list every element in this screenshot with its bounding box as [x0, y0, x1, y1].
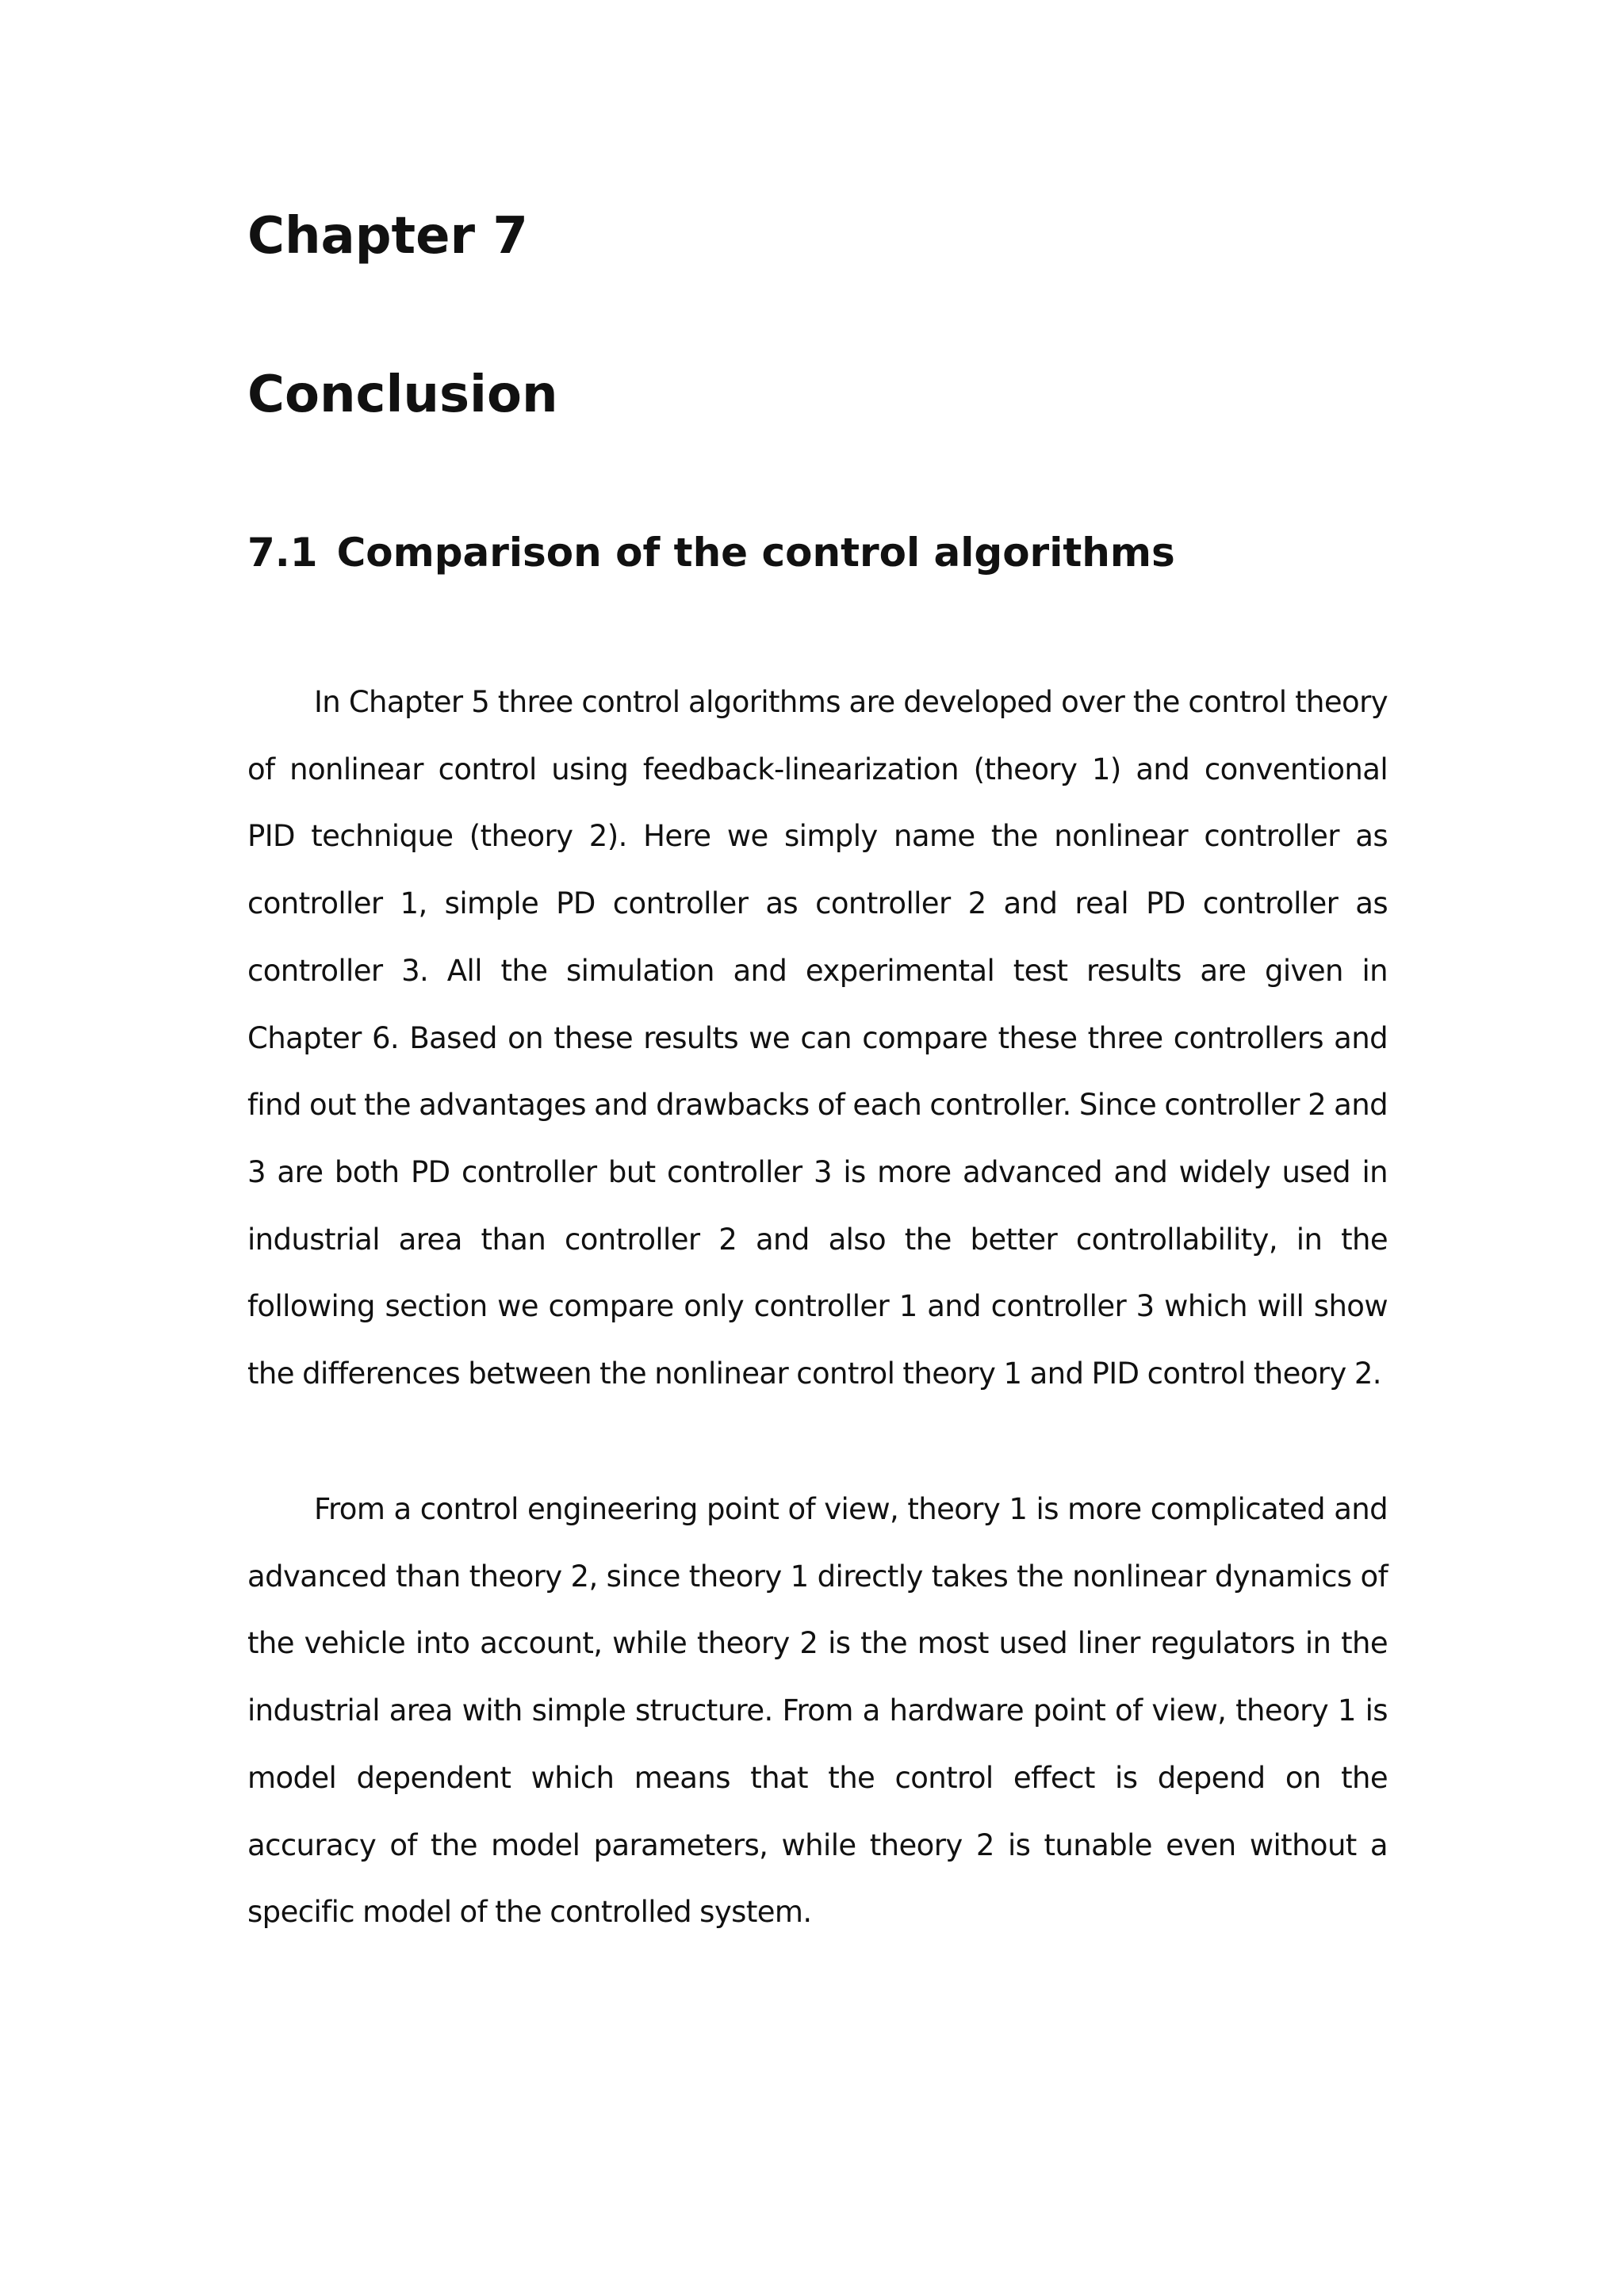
section-heading	[247, 529, 1175, 576]
paragraph-1: In Chapter 5 three control algorithms are developed over the control theory of nonlinear control using feedback-linearization (theory 1) and conventional PID technique (theory 2). Here we simply name the nonlinear controller as controller 1, simple PD controller as controller 2 and real PD controller as controller 3. All the simulation and experimental test results are given in Chapter 6. Based on these results we can compare these three controllers and find out the advantages and drawbacks of each controller. Since controller 2 and 3 are both PD controller but controller 3 is more advanced and widely used in industrial area than controller 2 and also the better controllability, in the following section we compare only controller 1 and controller 3 which will show the differences between the nonlinear control theory 1 and PID control theory 2.	[247, 685, 1388, 1391]
chapter-title: Conclusion	[247, 365, 558, 424]
section-title: Comparison of the control algorithms	[336, 530, 1175, 576]
chapter-label: Chapter 7	[247, 207, 528, 266]
paragraph-2: From a control engineering point of view, theory 1 is more complicated and advanced than theory 2, since theory 1 directly takes the nonlinear dynamics of the vehicle into account, while theory 2 is the most used liner regulators in the industrial area with simple structure. From a hardware point of view, theory 1 is model dependent which means that the control effect is depend on the accuracy of the model parameters, while theory 2 is tunable even without a specific model of the controlled system.	[247, 1492, 1388, 1930]
section-number: 7.1	[247, 530, 318, 576]
